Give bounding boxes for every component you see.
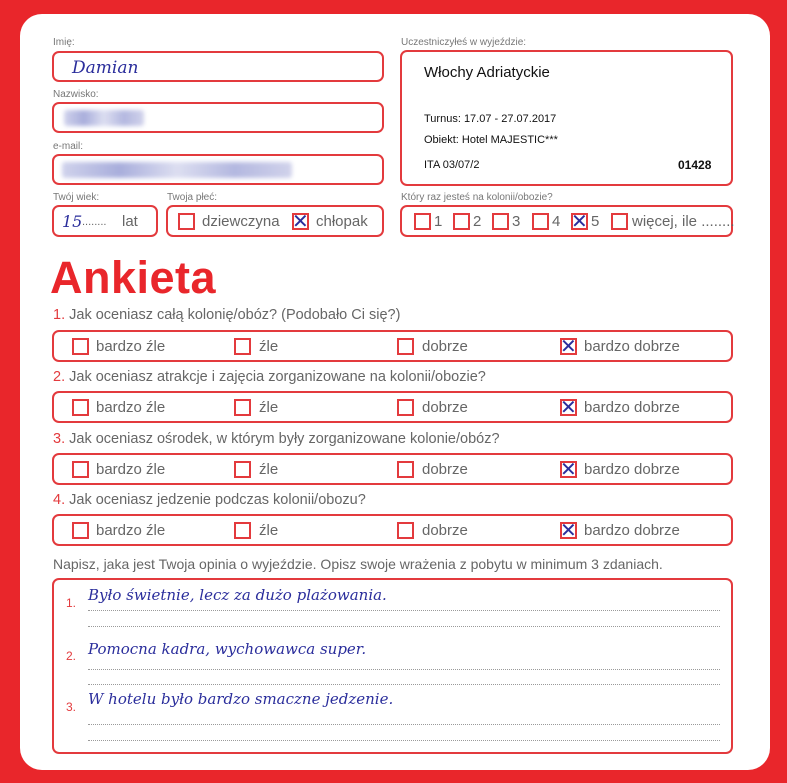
- opinion-3-number: 3.: [66, 700, 77, 714]
- check-mark-icon: ✕: [571, 209, 588, 233]
- question-1-number: 1.: [53, 307, 66, 323]
- age-dots: ........: [82, 216, 107, 228]
- q1-bardzo-dobrze-label: bardzo dobrze: [584, 338, 680, 355]
- opinion-2-number: 2.: [66, 649, 77, 663]
- q1-bardzo-zle-label: bardzo źle: [96, 338, 166, 355]
- times-2-label: 2: [473, 213, 482, 230]
- opinion-prompt: Napisz, jaka jest Twoja opinia o wyjeździe. Opisz swoje wrażenia z pobytu w minimum 3 zdaniach.: [53, 556, 663, 572]
- trip-code: ITA 03/07/2: [424, 159, 480, 171]
- q1-dobrze-label: dobrze: [422, 338, 468, 355]
- question-1: [53, 307, 400, 323]
- name-value: Damian: [72, 58, 139, 78]
- q3-bardzo-dobrze-checkbox[interactable]: [560, 457, 577, 481]
- times-more-checkbox[interactable]: [611, 213, 628, 230]
- q2-dobrze-checkbox[interactable]: [397, 399, 414, 416]
- trip-info-box: [400, 50, 733, 186]
- gender-female-label: dziewczyna: [202, 213, 280, 230]
- check-mark-icon: ✕: [292, 209, 309, 233]
- opinion-line-2b: [88, 684, 720, 685]
- q1-bardzo-zle-checkbox[interactable]: [72, 338, 89, 355]
- question-4-number: 4.: [53, 492, 66, 508]
- q4-zle-label: źle: [259, 522, 279, 539]
- survey-title: Ankieta: [50, 252, 217, 303]
- check-mark-icon: ✕: [560, 457, 577, 481]
- times-2-checkbox[interactable]: [453, 213, 470, 230]
- check-mark-icon: ✕: [560, 334, 577, 358]
- trip-label: Uczestniczyłeś w wyjeździe:: [401, 37, 527, 48]
- gender-male-checkbox[interactable]: [292, 209, 309, 233]
- times-5-checkbox[interactable]: [571, 209, 588, 233]
- q4-bardzo-zle-checkbox[interactable]: [72, 522, 89, 539]
- q1-dobrze-checkbox[interactable]: [397, 338, 414, 355]
- q4-bardzo-dobrze-label: bardzo dobrze: [584, 522, 680, 539]
- question-1-text: Jak oceniasz całą kolonię/obóz? (Podobało Ci się?): [69, 307, 401, 323]
- q2-zle-label: źle: [259, 399, 279, 416]
- question-3-options: [52, 453, 733, 485]
- q4-zle-checkbox[interactable]: [234, 522, 251, 539]
- age-field[interactable]: [52, 205, 158, 237]
- opinion-line-3: [88, 724, 720, 725]
- opinion-3-text: W hotelu było bardzo smaczne jedzenie.: [88, 690, 394, 708]
- times-4-checkbox[interactable]: [532, 213, 549, 230]
- opinion-line-3b: [88, 740, 720, 741]
- times-3-label: 3: [512, 213, 521, 230]
- times-field: [400, 205, 733, 237]
- question-2-text: Jak oceniasz atrakcje i zajęcia zorganizowane na kolonii/obozie?: [69, 369, 486, 385]
- question-3-number: 3.: [53, 431, 66, 447]
- trip-name: Włochy Adriatyckie: [424, 64, 550, 81]
- times-label: Który raz jesteś na kolonii/obozie?: [401, 192, 553, 203]
- q3-bardzo-dobrze-label: bardzo dobrze: [584, 461, 680, 478]
- gender-label: Twoja płeć:: [167, 192, 218, 203]
- q4-dobrze-checkbox[interactable]: [397, 522, 414, 539]
- question-4-text: Jak oceniasz jedzenie podczas kolonii/obozu?: [69, 492, 366, 508]
- times-4-label: 4: [552, 213, 561, 230]
- question-2: [53, 369, 486, 385]
- q2-bardzo-dobrze-label: bardzo dobrze: [584, 399, 680, 416]
- q1-zle-label: źle: [259, 338, 279, 355]
- redacted-surname: [64, 110, 144, 126]
- opinion-textarea[interactable]: [52, 578, 733, 754]
- times-5-label: 5: [591, 213, 600, 230]
- name-field[interactable]: [52, 51, 384, 82]
- q3-bardzo-zle-checkbox[interactable]: [72, 461, 89, 478]
- q2-bardzo-dobrze-checkbox[interactable]: [560, 395, 577, 419]
- question-2-options: [52, 391, 733, 423]
- opinion-1-number: 1.: [66, 596, 77, 610]
- opinion-line-2: [88, 669, 720, 670]
- q3-dobrze-checkbox[interactable]: [397, 461, 414, 478]
- q3-dobrze-label: dobrze: [422, 461, 468, 478]
- question-4: [53, 492, 366, 508]
- trip-object: Obiekt: Hotel MAJESTIC***: [424, 134, 558, 146]
- trip-number: 01428: [678, 158, 712, 172]
- email-field[interactable]: [52, 154, 384, 185]
- question-1-options: [52, 330, 733, 362]
- opinion-2-text: Pomocna kadra, wychowawca super.: [88, 640, 367, 658]
- surname-label: Nazwisko:: [53, 89, 99, 100]
- name-label: Imię:: [53, 37, 75, 48]
- q2-bardzo-zle-label: bardzo źle: [96, 399, 166, 416]
- trip-turnus: Turnus: 17.07 - 27.07.2017: [424, 113, 557, 125]
- times-more-label: więcej, ile ........: [632, 213, 735, 230]
- surname-field[interactable]: [52, 102, 384, 133]
- q1-zle-checkbox[interactable]: [234, 338, 251, 355]
- check-mark-icon: ✕: [560, 518, 577, 542]
- opinion-line-1b: [88, 626, 720, 627]
- q4-bardzo-zle-label: bardzo źle: [96, 522, 166, 539]
- q3-bardzo-zle-label: bardzo źle: [96, 461, 166, 478]
- times-3-checkbox[interactable]: [492, 213, 509, 230]
- q2-zle-checkbox[interactable]: [234, 399, 251, 416]
- times-1-label: 1: [434, 213, 443, 230]
- question-2-number: 2.: [53, 369, 66, 385]
- email-label: e-mail:: [53, 141, 84, 152]
- opinion-1-text: Było świetnie, lecz za dużo plażowania.: [88, 586, 387, 604]
- check-mark-icon: ✕: [560, 395, 577, 419]
- question-3-text: Jak oceniasz ośrodek, w którym były zorganizowane kolonie/obóz?: [69, 431, 500, 447]
- q4-dobrze-label: dobrze: [422, 522, 468, 539]
- age-label: Twój wiek:: [53, 192, 100, 203]
- q2-dobrze-label: dobrze: [422, 399, 468, 416]
- age-value: 15: [62, 212, 83, 231]
- redacted-email: [62, 162, 292, 178]
- gender-male-label: chłopak: [316, 213, 368, 230]
- question-4-options: [52, 514, 733, 546]
- q3-zle-label: źle: [259, 461, 279, 478]
- times-1-checkbox[interactable]: [414, 213, 431, 230]
- gender-female-checkbox[interactable]: [178, 213, 195, 230]
- question-3: [53, 431, 500, 447]
- q2-bardzo-zle-checkbox[interactable]: [72, 399, 89, 416]
- q4-bardzo-dobrze-checkbox[interactable]: [560, 518, 577, 542]
- q1-bardzo-dobrze-checkbox[interactable]: [560, 334, 577, 358]
- gender-field: [166, 205, 384, 237]
- age-unit: lat: [122, 213, 138, 230]
- q3-zle-checkbox[interactable]: [234, 461, 251, 478]
- opinion-line-1: [88, 610, 720, 611]
